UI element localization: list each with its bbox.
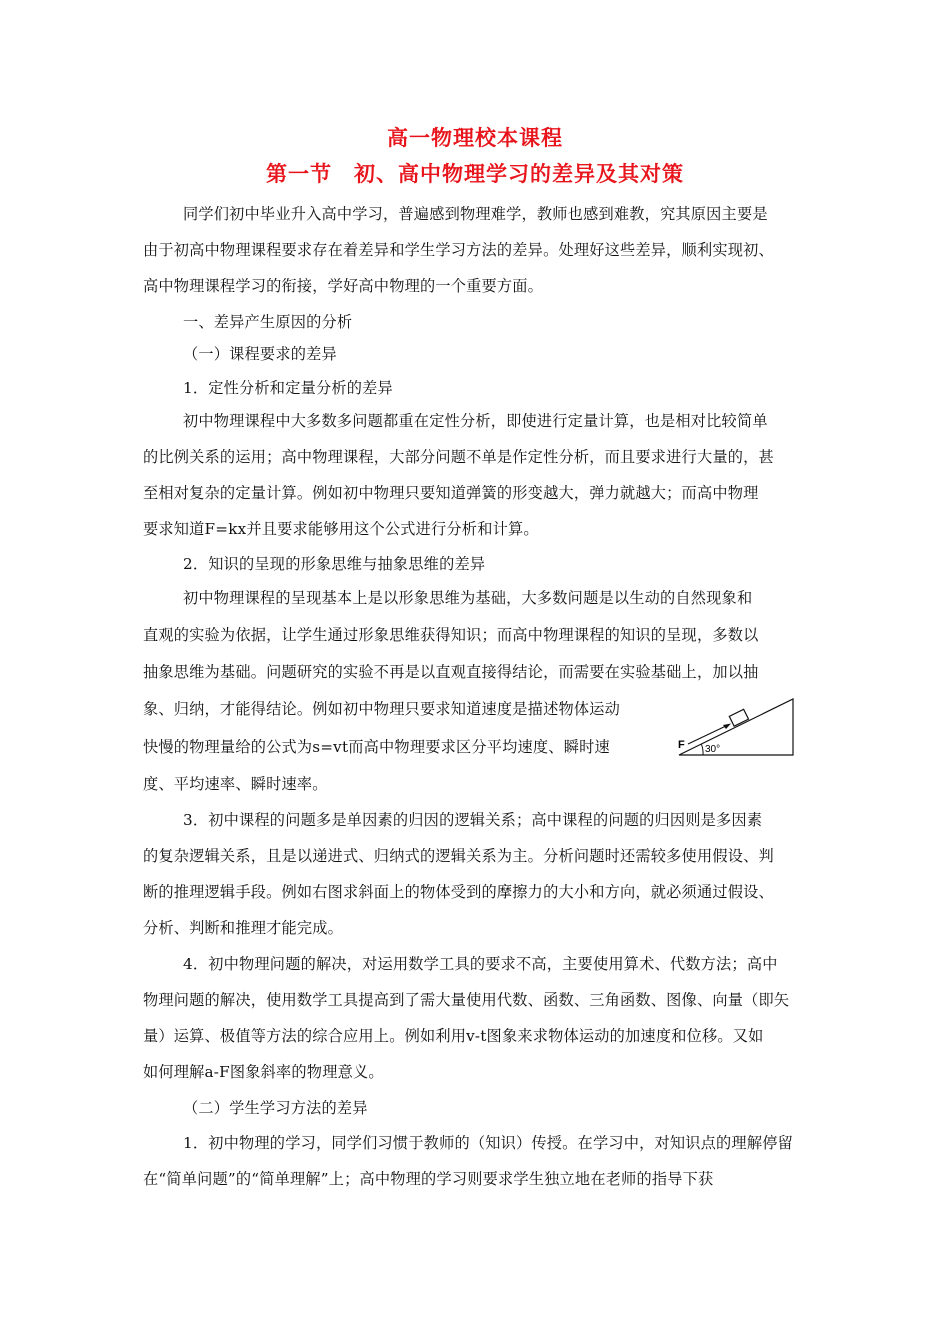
block [729,709,748,726]
paragraph-line: 在“简单问题”的“简单理解”上；高中物理的学习则要求学生独立地在老师的指导下获 [143,1170,714,1188]
force-label: F [678,739,685,751]
heading-line: （二）学生学习方法的差异 [183,1099,368,1117]
paragraph-line: 如何理解a-F图象斜率的物理意义。 [143,1063,384,1081]
paragraph-line: 直观的实验为依据，让学生通过形象思维获得知识；而高中物理课程的知识的呈现，多数以 [143,626,759,644]
paragraph-line: 的比例关系的运用；高中物理课程，大部分问题不单是作定性分析，而且要求进行大量的，甚 [143,448,774,466]
paragraph-line: 快慢的物理量给的公式为s=vt而高中物理要求区分平均速度、瞬时速 [143,738,610,756]
incline-diagram [676,694,796,758]
paragraph-line: 由于初高中物理课程要求存在着差异和学生学习方法的差异。处理好这些差异，顺利实现初、 [143,241,774,259]
paragraph-line: 高中物理课程学习的衔接，学好高中物理的一个重要方面。 [143,277,544,295]
paragraph-line: 的复杂逻辑关系，且是以递进式、归纳式的逻辑关系为主。分析问题时还需较多使用假设、判 [143,847,774,865]
paragraph-line: 4．初中物理问题的解决，对运用数学工具的要求不高，主要使用算术、代数方法；高中 [183,955,778,973]
paragraph-line: 物理问题的解决，使用数学工具提高到了需大量使用代数、函数、三角函数、图像、向量（即矢 [143,991,790,1009]
paragraph-line: 象、归纳，才能得结论。例如初中物理只要求知道速度是描述物体运动 [143,700,621,718]
angle-arc [702,745,704,756]
paragraph-line: 1．初中物理的学习，同学们习惯于教师的（知识）传授。在学习中，对知识点的理解停留 [183,1134,793,1152]
paragraph-line: 量）运算、极值等方法的综合应用上。例如利用v-t图象来求物体运动的加速度和位移。又如 [143,1027,764,1045]
paragraph-line: 同学们初中毕业升入高中学习，普遍感到物理难学，教师也感到难教，究其原因主要是 [183,205,768,223]
paragraph-line: 3．初中课程的问题多是单因素的归因的逻辑关系；高中课程的问题的归因则是多因素 [183,811,763,829]
section-title: 第一节 初、高中物理学习的差异及其对策 [266,161,684,186]
heading-line: 1．定性分析和定量分析的差异 [183,379,393,397]
paragraph-line: 分析、判断和推理才能完成。 [143,919,344,937]
paragraph-line: 初中物理课程的呈现基本上是以形象思维为基础，大多数问题是以生动的自然现象和 [183,589,753,607]
heading-line: 一、差异产生原因的分析 [183,313,353,331]
paragraph-line: 要求知道F=kx并且要求能够用这个公式进行分析和计算。 [143,520,539,538]
paragraph-line: 初中物理课程中大多数多问题都重在定性分析，即使进行定量计算，也是相对比较简单 [183,412,768,430]
incline-triangle [679,699,793,755]
angle-label: 30° [705,744,721,755]
page-title: 高一物理校本课程 [387,125,563,150]
heading-line: （一）课程要求的差异 [183,345,337,363]
paragraph-line: 断的推理逻辑手段。例如右图求斜面上的物体受到的摩擦力的大小和方向，就必须通过假设、 [143,883,774,901]
paragraph-line: 抽象思维为基础。问题研究的实验不再是以直观直接得结论，而需要在实验基础上，加以抽 [143,663,759,681]
paragraph-line: 至相对复杂的定量计算。例如初中物理只要知道弹簧的形变越大，弹力就越大；而高中物理 [143,484,759,502]
force-arrowhead [723,724,731,730]
heading-line: 2．知识的呈现的形象思维与抽象思维的差异 [183,555,486,573]
paragraph-line: 度、平均速率、瞬时速率。 [143,775,328,793]
